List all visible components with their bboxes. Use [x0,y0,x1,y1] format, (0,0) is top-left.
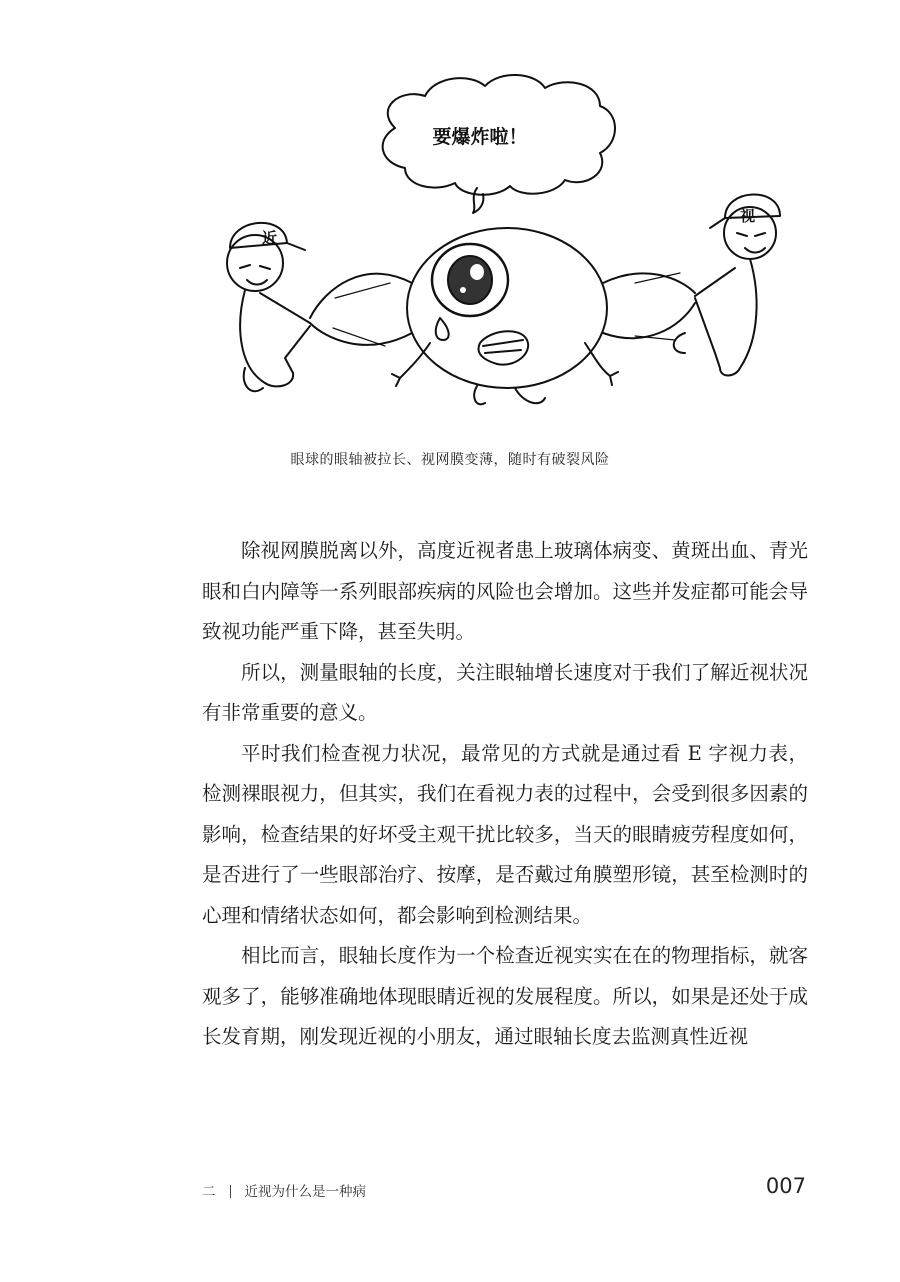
page-number: 007 [765,1174,806,1198]
left-cap-label: 近 [262,229,278,247]
figure-caption: 眼球的眼轴被拉长、视网膜变薄，随时有破裂风险 [290,452,610,468]
chapter-number: 二 [202,1184,216,1200]
speech-bubble-text: 要爆炸啦！ [432,126,528,148]
right-cap-label: 视 [740,207,756,225]
running-footer [202,1180,366,1200]
chapter-title: 近视为什么是一种病 [244,1184,366,1200]
paragraph: 相比而言，眼轴长度作为一个检查近视实实在在的物理指标，就客观多了，能够准确地体现眼睛近视的发展程度。所以，如果是还处于成长发育期，刚发现近视的小朋友，通过眼轴长度去监测真性近视 [202,944,808,1048]
paragraph: 除视网膜脱离以外，高度近视者患上玻璃体病变、黄斑出血、青光眼和白内障等一系列眼部疾病的风险也会增加。这些并发症都可能会导致视功能严重下降，甚至失明。 [202,539,808,643]
paragraph: 所以，测量眼轴的长度，关注眼轴增长速度对于我们了解近视状况有非常重要的意义。 [202,660,808,724]
pupil [448,256,492,304]
cloud-tail [473,188,483,213]
cartoon-illustration [215,68,795,418]
footer-divider [230,1185,231,1198]
mouth [479,331,529,364]
body-text [202,531,808,1058]
paragraph: 平时我们检查视力状况，最常见的方式就是通过看 E 字视力表，检测裸眼视力，但其实，我们在看视力表的过程中，会受到很多因素的影响，检查结果的好坏受主观干扰比较多，当天的眼睛疲劳程度如何，是否进行了一些眼部治疗、按摩，是否戴过角膜塑形镜，甚至检测时的心理和情绪状态如何，都会影响到检测结果。 [202,741,808,927]
